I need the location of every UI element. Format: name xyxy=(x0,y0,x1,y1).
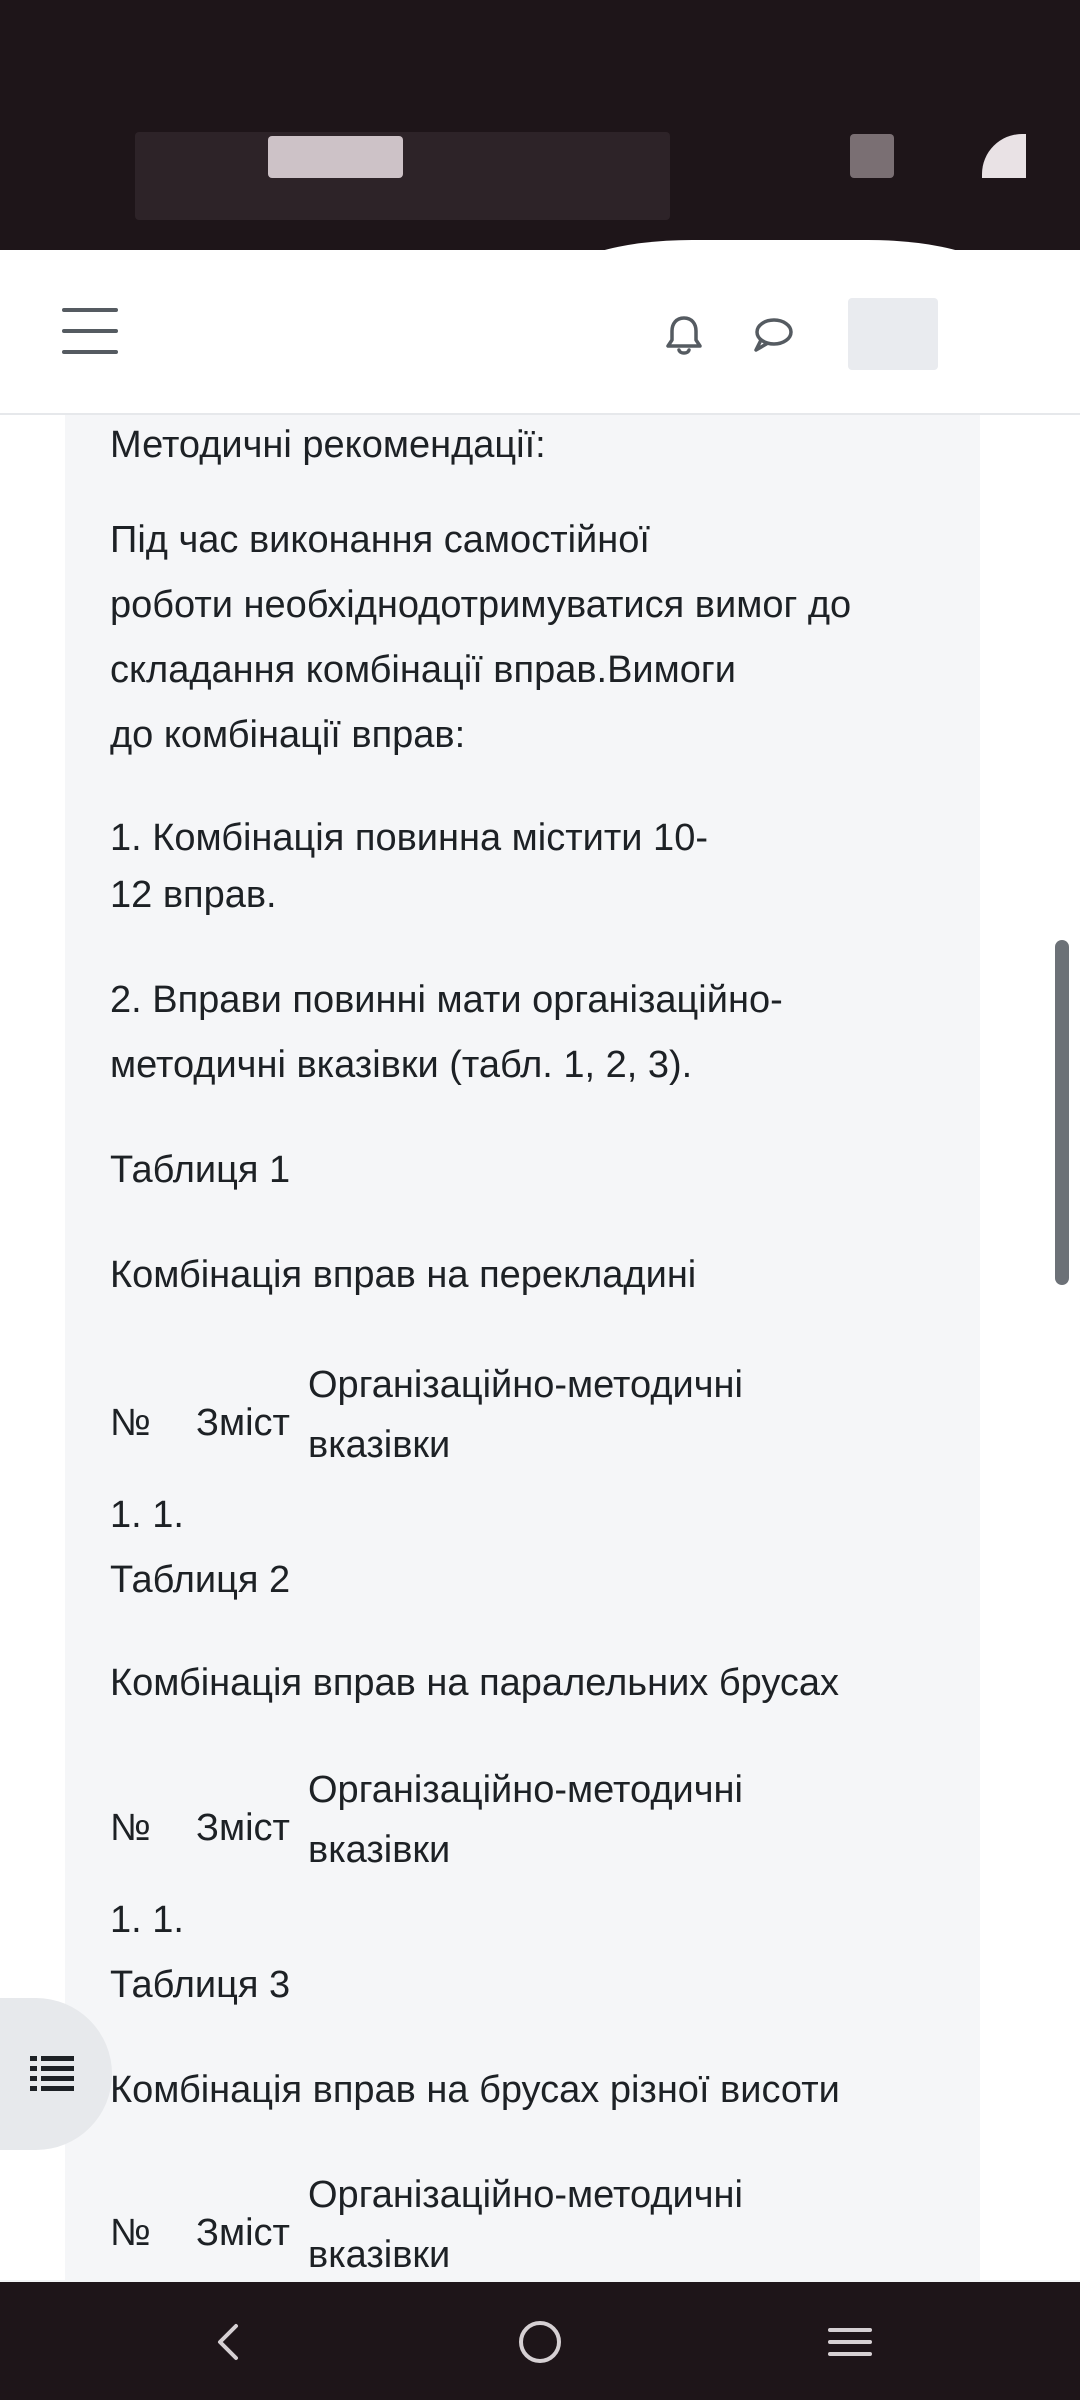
list-item-line: 12 вправ. xyxy=(110,874,277,916)
table-row: 1. 1. xyxy=(110,1494,184,1536)
col-org-line: вказівки xyxy=(308,1829,451,1871)
col-org-methodical xyxy=(308,2165,743,2285)
recent-apps-icon[interactable] xyxy=(820,2312,880,2372)
paragraph-line: роботи необхіднодотримуватися вимог до xyxy=(110,584,852,626)
home-circle-icon[interactable] xyxy=(510,2312,570,2372)
col-org-line: Організаційно-методичні xyxy=(308,1769,743,1811)
table-caption: Комбінація вправ на паралельних брусах xyxy=(110,1662,840,1704)
status-blur-highlight xyxy=(268,136,403,178)
list-item-line: 2. Вправи повинні мати організаційно- xyxy=(110,979,783,1021)
app-header xyxy=(0,250,1080,415)
table-header-row xyxy=(110,2165,870,2285)
col-org-line: вказівки xyxy=(308,2234,451,2276)
table-header-row xyxy=(110,1355,870,1475)
table-row: 1. 1. xyxy=(110,1899,184,1941)
col-number: № xyxy=(110,1402,151,1444)
list-item-line: методичні вказівки (табл. 1, 2, 3). xyxy=(110,1044,693,1086)
table-label: Таблиця 3 xyxy=(110,1964,291,2006)
col-org-line: вказівки xyxy=(308,1424,451,1466)
avatar[interactable] xyxy=(848,298,938,370)
col-content: Зміст xyxy=(196,1402,290,1444)
status-blur-battery xyxy=(982,134,1026,178)
chat-bubble-icon[interactable] xyxy=(750,312,796,358)
table-caption: Комбінація вправ на брусах різної висоти xyxy=(110,2069,840,2111)
paragraph-line: складання комбінації вправ.Вимоги xyxy=(110,649,736,691)
table-header-row xyxy=(110,1760,870,1880)
table-label: Таблиця 1 xyxy=(110,1149,291,1191)
paragraph-line: до комбінації вправ: xyxy=(110,714,466,756)
bell-icon[interactable] xyxy=(661,312,707,358)
hamburger-icon[interactable] xyxy=(62,308,118,354)
section-heading: Методичні рекомендації: xyxy=(110,424,546,466)
col-number: № xyxy=(110,1807,151,1849)
col-org-line: Організаційно-методичні xyxy=(308,1364,743,1406)
col-org-line: Організаційно-методичні xyxy=(308,2174,743,2216)
col-content: Зміст xyxy=(196,1807,290,1849)
table-caption: Комбінація вправ на перекладині xyxy=(110,1254,697,1296)
col-number: № xyxy=(110,2212,151,2254)
list-item-line: 1. Комбінація повинна містити 10- xyxy=(110,817,708,859)
status-bar xyxy=(0,0,1080,270)
status-blur-icon xyxy=(850,134,894,178)
table-label: Таблиця 2 xyxy=(110,1559,291,1601)
list-index-icon xyxy=(30,2054,74,2092)
col-org-methodical xyxy=(308,1760,743,1880)
paragraph-line: Під час виконання самостійної xyxy=(110,519,650,561)
system-nav-bar xyxy=(0,2282,1080,2400)
back-chevron-icon[interactable] xyxy=(200,2312,260,2372)
scrollbar-thumb[interactable] xyxy=(1055,940,1069,1285)
col-org-methodical xyxy=(308,1355,743,1475)
col-content: Зміст xyxy=(196,2212,290,2254)
